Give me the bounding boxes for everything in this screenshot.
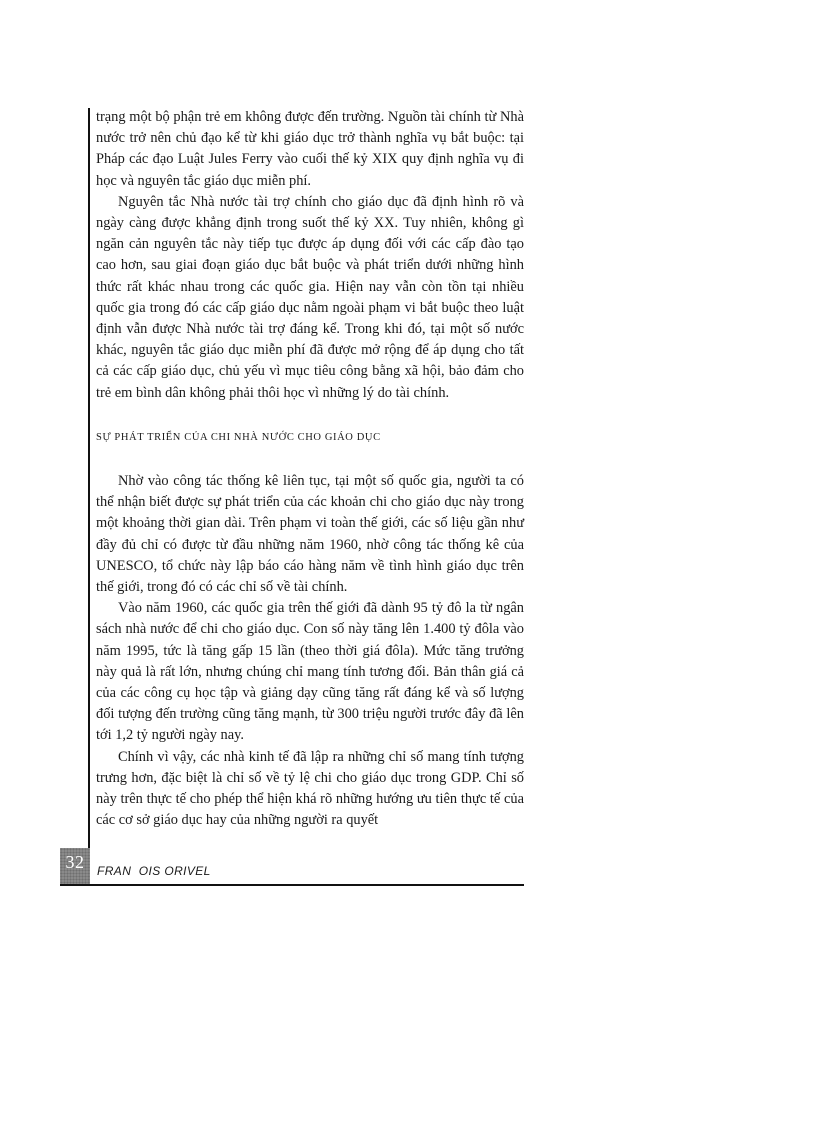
page-body	[96, 107, 524, 832]
page-number-box	[60, 848, 90, 886]
section-heading: SỰ PHÁT TRIỂN CỦA CHI NHÀ NƯỚC CHO GIÁO DỤC	[96, 431, 381, 443]
running-footer-author: FRAN OIS ORIVEL	[97, 864, 211, 878]
paragraph-4: Vào năm 1960, các quốc gia trên thế giới đã dành 95 tỷ đô la từ ngân sách nhà nước để chi cho giáo dục. Con số này tăng lên 1.400 tỷ đôla vào năm 1995, tức là tăng gấp 15 lần (theo thời giá đôla). Mức tăng trưởng này quả là rất lớn, nhưng chúng chỉ mang tính tương đối. Bản thân giá cả của các công cụ học tập và giảng dạy cũng tăng rất đáng kể và số lượng đối tượng đến trường cũng tăng mạnh, từ 300 triệu người trước đây đã lên tới 1,2 tỷ người ngày nay.	[96, 600, 524, 744]
paragraph-5: Chính vì vậy, các nhà kinh tế đã lập ra những chỉ số mang tính tượng trưng hơn, đặc biệt là chỉ số về tỷ lệ chi cho giáo dục trong GDP. Chỉ số này trên thực tế cho phép thể hiện khá rõ những hướng ưu tiên thực tế của các cơ sở giáo dục hay của những người ra quyết	[96, 748, 524, 829]
page-number: 32	[65, 852, 85, 872]
paragraph-2: Nguyên tắc Nhà nước tài trợ chính cho giáo dục đã định hình rõ và ngày càng được khẳng định trong suốt thế kỷ XX. Tuy nhiên, không gì ngăn cản nguyên tắc này tiếp tục được áp dụng đối với các cấp đào tạo cao hơn, sau giai đoạn giáo dục bắt buộc và phát triển dưới những hình thức rất khác nhau trong các quốc gia. Hiện nay vẫn còn tồn tại nhiều quốc gia trong đó các cấp giáo dục nằm ngoài phạm vi bắt buộc theo luật định vẫn được Nhà nước tài trợ đáng kể. Trong khi đó, tại một số nước khác, nguyên tắc giáo dục miễn phí đã được mở rộng để áp dụng cho tất cả các cấp giáo dục, chủ yếu vì mục tiêu công bằng xã hội, bảo đảm cho trẻ em bình dân không phải thôi học vì những lý do tài chính.	[96, 193, 524, 401]
left-margin-rule	[88, 108, 90, 886]
paragraph-1: trạng một bộ phận trẻ em không được đến trường. Nguồn tài chính từ Nhà nước trở nên chủ đạo kể từ khi giáo dục trở thành nghĩa vụ bắt buộc: tại Pháp các đạo Luật Jules Ferry vào cuối thế kỷ XIX quy định nghĩa vụ đi học và nguyên tắc giáo dục miễn phí.	[96, 109, 524, 189]
paragraph-3: Nhờ vào công tác thống kê liên tục, tại một số quốc gia, người ta có thể nhận biết được sự phát triển của các khoản chi cho giáo dục này trong một khoảng thời gian dài. Trên phạm vi toàn thế giới, các số liệu gần như đầy đủ chỉ có được từ đầu những năm 1960, nhờ công tác thống kê của UNESCO, tổ chức này lập báo cáo hàng năm về tình hình giáo dục trên thế giới, trong đó có các chỉ số về tài chính.	[96, 473, 524, 596]
footer-rule	[60, 884, 524, 886]
